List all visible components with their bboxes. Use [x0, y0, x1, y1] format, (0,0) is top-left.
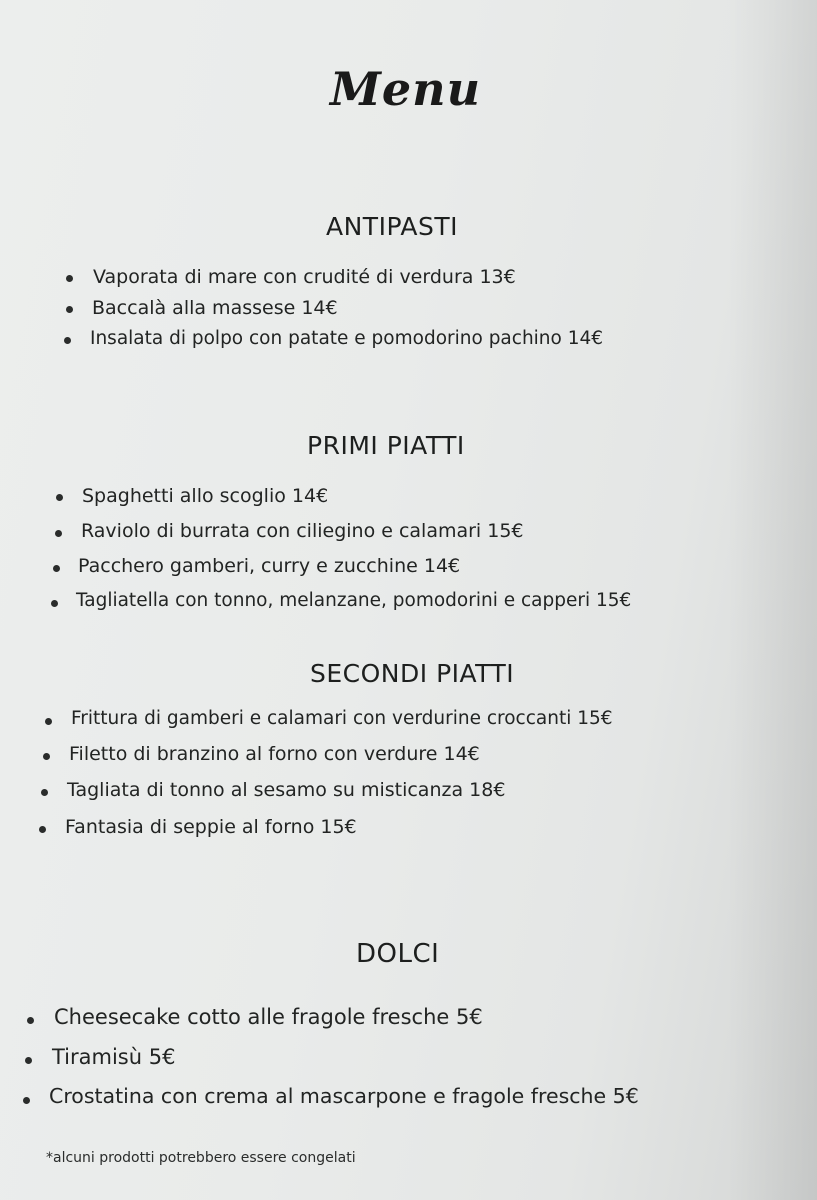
menu-item: Baccalà alla massese 14€	[92, 297, 338, 319]
bullet	[43, 753, 50, 760]
menu-title: Menu	[330, 62, 482, 116]
bullet	[39, 826, 46, 833]
menu-item: Tagliatella con tonno, melanzane, pomodorini e capperi 15€	[76, 590, 632, 611]
bullet	[64, 337, 71, 344]
section-heading-antipasti: ANTIPASTI	[326, 212, 459, 241]
menu-item: Frittura di gamberi e calamari con verdurine croccanti 15€	[71, 708, 613, 729]
bullet	[45, 718, 52, 725]
bullet	[66, 306, 73, 313]
menu-item: Fantasia di seppie al forno 15€	[65, 816, 357, 838]
bullet	[27, 1017, 34, 1024]
menu-item: Spaghetti allo scoglio 14€	[82, 485, 329, 507]
bullet	[66, 275, 73, 282]
bullet	[53, 565, 60, 572]
menu-item: Tagliata di tonno al sesamo su misticanza 18€	[67, 779, 506, 801]
section-heading-primi-piatti: PRIMI PIATTI	[307, 431, 465, 460]
menu-item: Crostatina con crema al mascarpone e fragole fresche 5€	[49, 1084, 639, 1108]
menu-item: Vaporata di mare con crudité di verdura 13€	[93, 266, 516, 288]
bullet	[25, 1057, 32, 1064]
menu-item: Raviolo di burrata con ciliegino e calamari 15€	[81, 520, 524, 542]
paper-shadow	[727, 0, 817, 1200]
bullet	[41, 789, 48, 796]
section-heading-dolci: DOLCI	[356, 939, 440, 969]
bullet	[55, 530, 62, 537]
menu-item: Tiramisù 5€	[52, 1045, 176, 1069]
menu-item: Cheesecake cotto alle fragole fresche 5€	[54, 1005, 483, 1029]
menu-item: Filetto di branzino al forno con verdure 14€	[69, 743, 480, 765]
menu-item: Pacchero gamberi, curry e zucchine 14€	[78, 555, 461, 577]
section-heading-secondi-piatti: SECONDI PIATTI	[310, 659, 515, 688]
bullet	[56, 494, 63, 501]
footnote: *alcuni prodotti potrebbero essere congelati	[46, 1150, 356, 1166]
bullet	[51, 600, 58, 607]
bullet	[23, 1097, 30, 1104]
menu-item: Insalata di polpo con patate e pomodorino pachino 14€	[90, 328, 604, 349]
